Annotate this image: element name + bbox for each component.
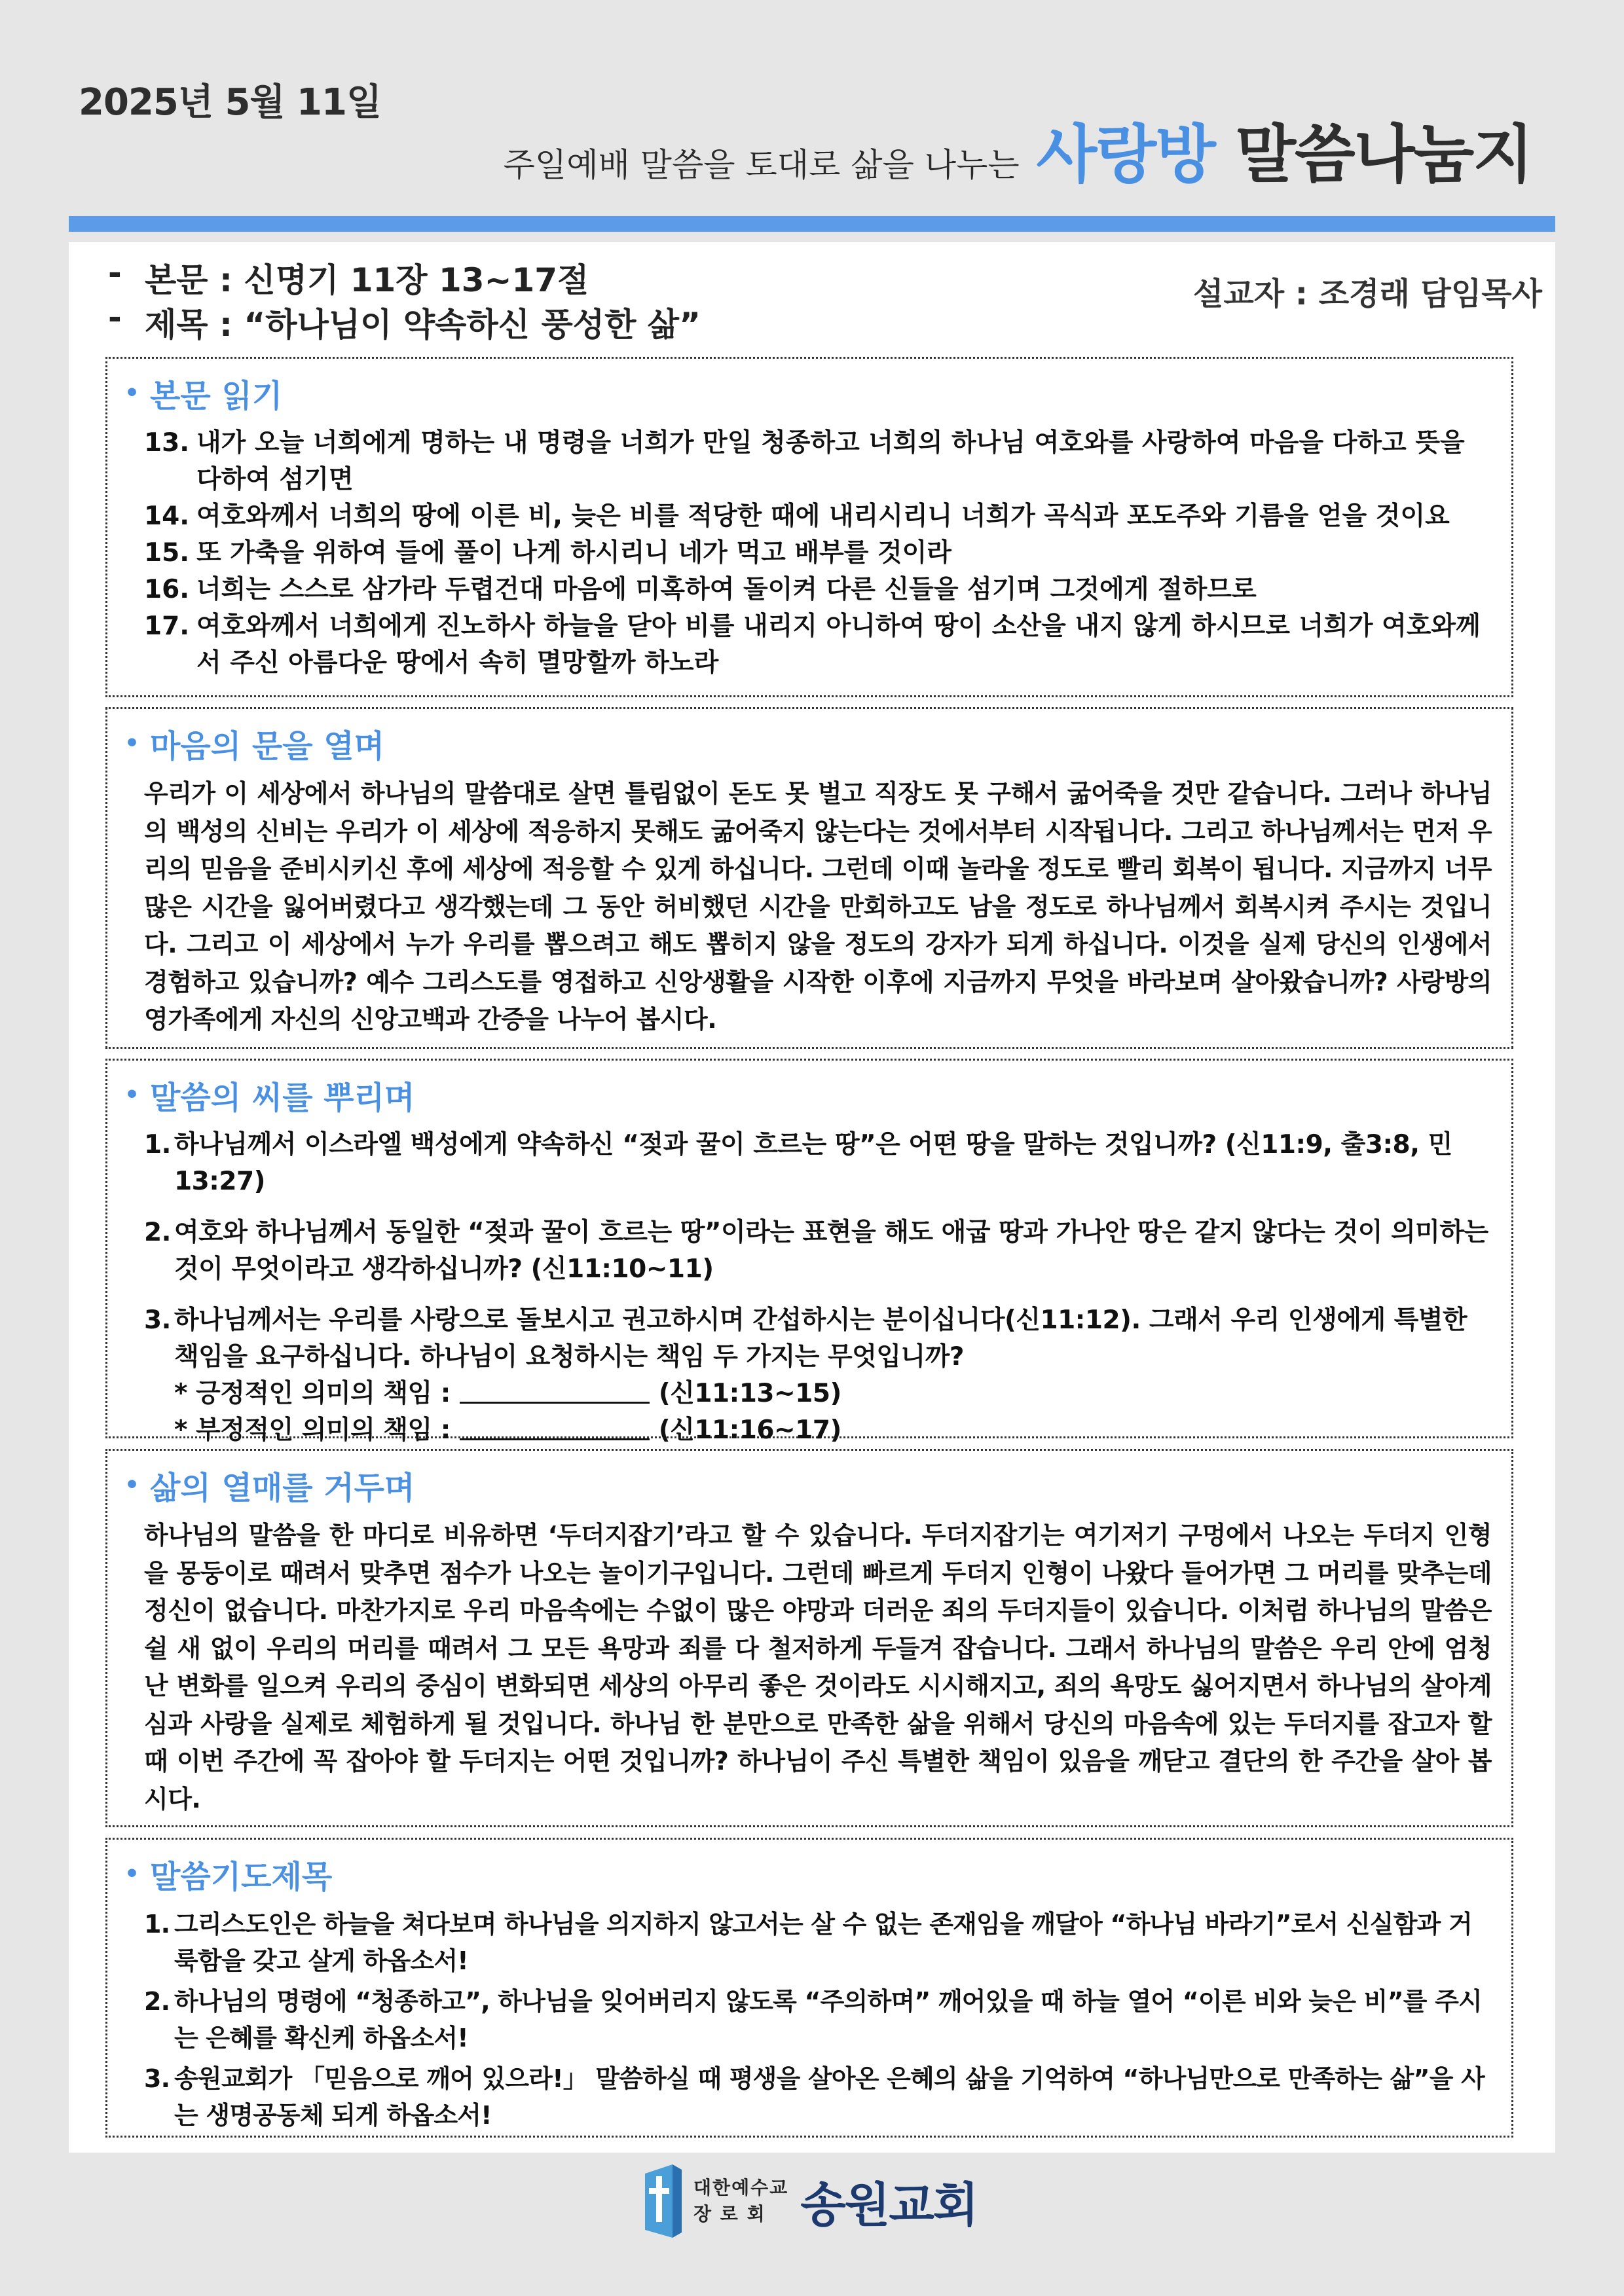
scripture-line <box>108 254 589 301</box>
verse-item <box>124 572 1492 608</box>
answer-blank[interactable] <box>460 1412 650 1440</box>
verse-text: 여호와께서 너희에게 진노하사 하늘을 닫아 비를 내리지 아니하여 땅이 소산을 내지 않게 하시므로 너희가 여호와께서 주신 아름다운 땅에서 속히 멸망할까 하노라 <box>196 611 1481 678</box>
question-item <box>124 1127 1492 1200</box>
question-number: 2. <box>144 1218 171 1247</box>
header-subtitle: 주일예배 말씀을 토대로 삶을 나누는 <box>503 146 1020 184</box>
answer-label: * 부정적인 의미의 책임 : <box>174 1415 451 1445</box>
denomination-line-1: 대한예수교 <box>693 2177 789 2198</box>
bulletin-date: 2025년 5월 11일 <box>79 81 382 124</box>
bulletin-sheet <box>69 242 1555 2153</box>
prayer-item <box>124 1983 1492 2056</box>
sermon-title-text: 제목 : “하나님이 약속하신 풍성한 삶” <box>145 306 701 344</box>
bullet-dash: - <box>108 299 122 337</box>
denomination-label <box>693 2175 788 2227</box>
question-number: 3. <box>144 1305 171 1335</box>
verse-text: 또 가축을 위하여 들에 풀이 나게 하시리니 네가 먹고 배부를 것이라 <box>196 538 951 568</box>
reading-section <box>105 357 1513 697</box>
prayer-number: 3. <box>144 2064 170 2093</box>
opening-section <box>105 707 1513 1049</box>
harvest-heading-text: 삶의 열매를 거두며 <box>150 1470 415 1506</box>
bullet-dash: - <box>108 254 122 292</box>
preacher: 설교자 : 조경래 담임목사 <box>1192 276 1542 312</box>
verse-text: 여호와께서 너희의 땅에 이른 비, 늦은 비를 적당한 때에 내리시리니 너희가 곡식과 포도주와 기름을 얻을 것이요 <box>196 501 1450 531</box>
question-item <box>124 1214 1492 1288</box>
verse-number: 15. <box>144 538 190 568</box>
answer-reference: (신11:16~17) <box>658 1415 841 1445</box>
question-text: 하나님께서 이스라엘 백성에게 약속하신 “젖과 꿀이 흐르는 땅”은 어떤 땅을 말하는 것입니까? (신11:9, 출3:8, 민13:27) <box>174 1130 1452 1196</box>
answer-blank[interactable] <box>460 1376 650 1404</box>
harvest-heading <box>124 1463 1492 1508</box>
answer-line-positive <box>124 1376 1492 1412</box>
question-number: 1. <box>144 1130 171 1159</box>
question-text: 하나님께서는 우리를 사랑으로 돌보시고 권고하시며 간섭하시는 분이십니다(신11:12). 그래서 우리 인생에게 특별한 책임을 요구하십니다. 하나님이 요청하시는 책임 두 가지는 무엇입니까? <box>174 1305 1467 1372</box>
prayer-text: 송원교회가 「믿음으로 깨어 있으라!」 말씀하실 때 평생을 살아온 은혜의 삶을 기억하여 “하나님만으로 만족하는 삶”을 사는 생명공동체 되게 하옵소서! <box>174 2064 1485 2130</box>
prayer-text: 그리스도인은 하늘을 쳐다보며 하나님을 의지하지 않고서는 살 수 없는 존재임을 깨달아 “하나님 바라기”로서 신실함과 거룩함을 갖고 살게 하옵소서! <box>174 1910 1472 1975</box>
verse-item <box>124 535 1492 572</box>
sermon-title-line <box>108 299 701 346</box>
prayer-heading <box>124 1851 1492 1897</box>
bullet-dot: • <box>124 380 140 407</box>
answer-label: * 긍정적인 의미의 책임 : <box>174 1379 451 1408</box>
bulletin-header <box>504 105 1532 194</box>
harvest-text: 하나님의 말씀을 한 마디로 비유하면 ‘두더지잡기’라고 할 수 있습니다. 두더지잡기는 여기저기 구멍에서 나오는 두더지 인형을 몽둥이로 때려서 맞추면 점수가 나오는 놀이기구입니다. 그런데 빠르게 두더지 인형이 나왔다 들어가면 그 머리를 맞추는데 정신이 없습니다. 마찬가지로 우리 마음속에는 수없이 많은 야망과 더러운 죄의 두더지들이 있습니다. 이처럼 하나님의 말씀은 쉴 새 없이 우리의 머리를 때려서 그 모든 욕망과 죄를 다 철저하게 두들겨 잡습니다. 그래서 하나님의 말씀은 우리 안에 엄청난 변화를 일으켜 우리의 중심이 변화되면 세상의 아무리 좋은 것이라도 시시해지고, 죄의 욕망도 싫어지면서 하나님의 살아계심과 사랑을 실제로 체험하게 될 것입니다. 하나님 한 분만으로 만족한 삶을 위해서 당신의 마음속에 있는 두더지를 잡고자 할 때 이번 주간에 꼭 잡아야 할 두더지는 어떤 것입니까? 하나님이 주신 특별한 책임이 있음을 깨닫고 결단의 한 주간을 살아 봅시다. <box>144 1521 1492 1813</box>
prayer-number: 2. <box>144 1987 170 2016</box>
answer-reference: (신11:13~15) <box>658 1379 841 1408</box>
reading-heading <box>124 371 1492 416</box>
cross-icon <box>645 2164 682 2238</box>
prayer-number: 1. <box>144 1910 170 1939</box>
prayer-section <box>105 1838 1513 2138</box>
header-title-accent: 사랑방 <box>1036 118 1215 191</box>
verse-item <box>124 608 1492 682</box>
verse-number: 14. <box>144 501 190 531</box>
verse-text: 내가 오늘 너희에게 명하는 내 명령을 너희가 만일 청종하고 너희의 하나님 여호와를 사랑하여 마음을 다하고 뜻을 다하여 섬기면 <box>196 428 1465 494</box>
bullet-dot: • <box>124 1861 140 1887</box>
denomination-line-2: 장 로 회 <box>693 2203 766 2225</box>
sermon-info <box>69 242 1555 360</box>
verse-number: 17. <box>144 611 190 641</box>
opening-text: 우리가 이 세상에서 하나님의 말씀대로 살면 틀림없이 돈도 못 벌고 직장도 못 구해서 굶어죽을 것만 같습니다. 그러나 하나님의 백성의 신비는 우리가 이 세상에 적응하지 못해도 굶어죽지 않는다는 것에서부터 시작됩니다. 그리고 하나님께서는 먼저 우리의 믿음을 준비시키신 후에 세상에 적응할 수 있게 하십니다. 그런데 이때 놀라울 정도로 빨리 회복이 됩니다. 지금까지 너무 많은 시간을 잃어버렸다고 생각했는데 그 동안 허비했던 시간을 만회하고도 남을 정도로 하나님께서 회복시켜 주시는 것입니다. 그리고 이 세상에서 누가 우리를 뽑으려고 해도 뽑히지 않을 정도의 강자가 되게 하십니다. 이것을 실제 당신의 인생에서 경험하고 있습니까? 예수 그리스도를 영접하고 신앙생활을 시작한 이후에 지금까지 무엇을 바라보며 살아왔습니까? 사랑방의 영가족에게 자신의 신앙고백과 간증을 나누어 봅시다. <box>144 779 1492 1034</box>
question-item <box>124 1302 1492 1376</box>
harvest-section <box>105 1449 1513 1827</box>
verse-number: 13. <box>144 428 190 458</box>
reading-heading-text: 본문 읽기 <box>150 378 283 414</box>
verse-item <box>124 498 1492 535</box>
prayer-item <box>124 2060 1492 2134</box>
opening-heading-text: 마음의 문을 열며 <box>150 728 385 765</box>
verse-number: 16. <box>144 575 190 604</box>
bullet-dot: • <box>124 1472 140 1499</box>
questions-heading-text: 말씀의 씨를 뿌리며 <box>150 1080 415 1116</box>
prayer-heading-text: 말씀기도제목 <box>150 1859 333 1895</box>
questions-section <box>105 1059 1513 1445</box>
scripture-text: 본문 : 신명기 11장 13~17절 <box>145 261 589 299</box>
questions-heading <box>124 1072 1492 1118</box>
header-title-rest: 말씀나눔지 <box>1235 118 1532 191</box>
church-logo <box>645 2162 977 2240</box>
question-text: 여호와 하나님께서 동일한 “젖과 꿀이 흐르는 땅”이라는 표현을 해도 애굽 땅과 가나안 땅은 같지 않다는 것이 의미하는 것이 무엇이라고 생각하십니까? (신11:10~11) <box>174 1218 1488 1284</box>
verse-text: 너희는 스스로 삼가라 두렵건대 마음에 미혹하여 돌이켜 다른 신들을 섬기며 그것에게 절하므로 <box>196 575 1257 604</box>
bullet-dot: • <box>124 1082 140 1108</box>
opening-heading <box>124 721 1492 766</box>
verse-item <box>124 425 1492 498</box>
header-title <box>1037 105 1532 194</box>
bullet-dot: • <box>124 730 140 757</box>
church-name: 송원교회 <box>800 2178 978 2232</box>
prayer-text: 하나님의 명령에 “청종하고”, 하나님을 잊어버리지 않도록 “주의하며” 깨어있을 때 하늘 열어 “이른 비와 늦은 비”를 주시는 은혜를 확신케 하옵소서! <box>174 1987 1482 2052</box>
prayer-item <box>124 1906 1492 1979</box>
header-divider <box>69 216 1555 232</box>
answer-line-negative <box>124 1412 1492 1449</box>
